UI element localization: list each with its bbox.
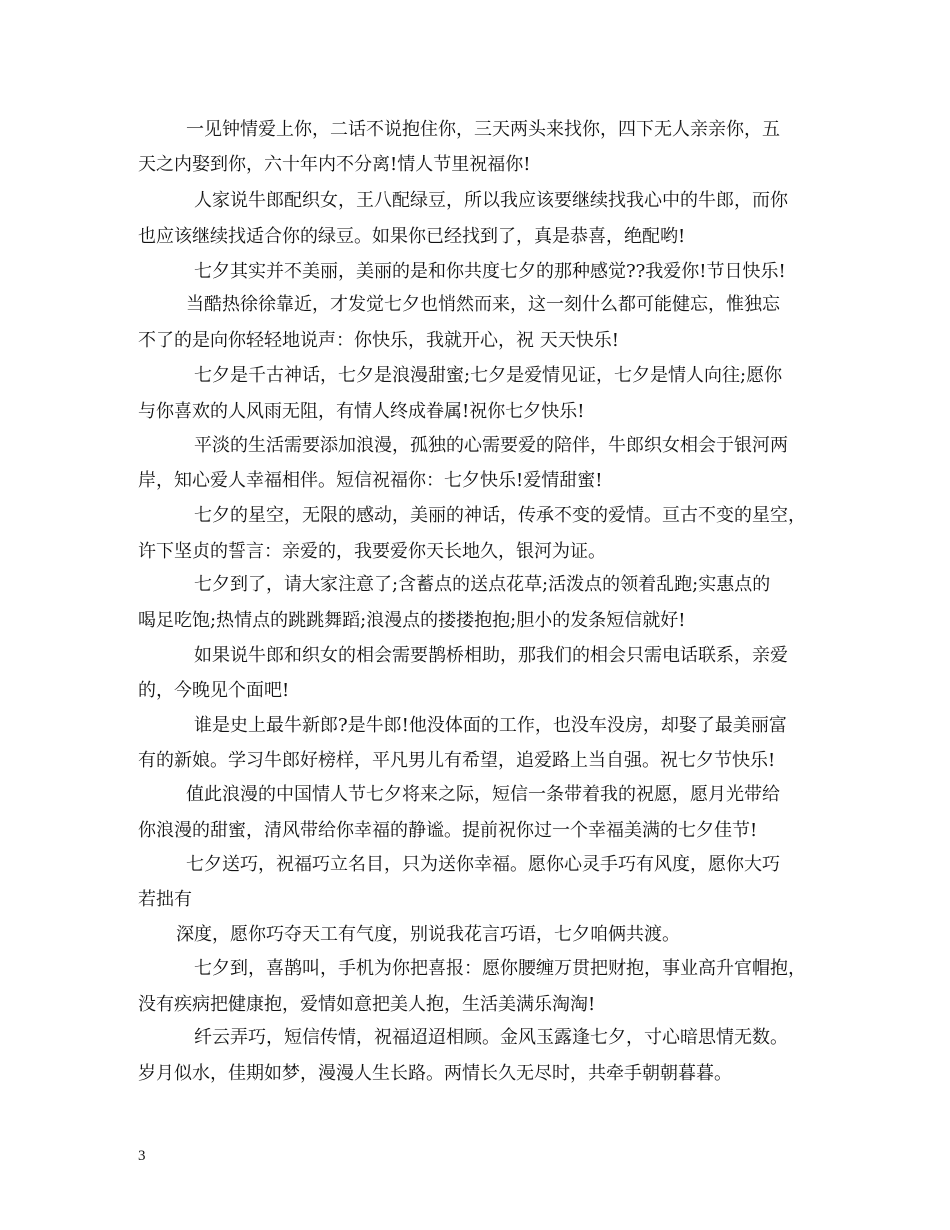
page-number: 3 [138, 1148, 146, 1164]
text-line: 喝足吃饱;热情点的跳跳舞蹈;浪漫点的搂搂抱抱;胆小的发条短信就好! [138, 610, 686, 631]
text-line: 七夕送巧，祝福巧立名目，只为送你幸福。愿你心灵手巧有风度，愿你大巧 [186, 854, 780, 875]
text-line: 七夕是千古神话，七夕是浪漫甜蜜;七夕是爱情见证，七夕是情人向往;愿你 [194, 365, 783, 386]
text-line: 七夕到，喜鹊叫，手机为你把喜报：愿你腰缠万贯把财抱，事业高升官帽抱， [194, 958, 806, 979]
text-line: 七夕其实并不美丽，美丽的是和你共度七夕的那种感觉??我爱你!节日快乐! [194, 261, 786, 282]
text-line: 七夕的星空，无限的感动，美丽的神话，传承不变的爱情。亘古不变的星空， [194, 505, 806, 526]
text-line: 人家说牛郎配织女，王八配绿豆，所以我应该要继续找我心中的牛郎，而你 [194, 190, 788, 211]
text-line: 七夕到了，请大家注意了;含蓄点的送点花草;活泼点的领着乱跑;实惠点的 [194, 574, 771, 595]
text-line: 许下坚贞的誓言：亲爱的，我要爱你天长地久，银河为证。 [138, 541, 606, 562]
text-line: 没有疾病把健康抱，爱情如意把美人抱，生活美满乐淘淘! [138, 994, 596, 1015]
text-line: 也应该继续找适合你的绿豆。如果你已经找到了，真是恭喜，绝配哟! [138, 226, 686, 247]
text-line: 值此浪漫的中国情人节七夕将来之际，短信一条带着我的祝愿，愿月光带给 [186, 784, 780, 805]
text-line: 有的新娘。学习牛郎好榜样，平凡男儿有希望，追爱路上当自强。祝七夕节快乐! [138, 750, 776, 771]
text-line: 纤云弄巧，短信传情，祝福迢迢相顾。金风玉露逢七夕，寸心暗思情无数。 [194, 1027, 788, 1048]
text-line: 天之内娶到你，六十年内不分离!情人节里祝福你! [138, 154, 531, 175]
text-line: 岁月似水，佳期如梦，漫漫人生长路。两情长久无尽时，共牵手朝朝暮暮。 [138, 1063, 732, 1084]
text-line: 谁是史上最牛新郎?是牛郎!他没体面的工作，也没车没房，却娶了最美丽富 [194, 715, 787, 736]
text-line: 深度，愿你巧夺天工有气度，别说我花言巧语，七夕咱俩共渡。 [176, 924, 680, 945]
text-line: 的，今晚见个面吧! [138, 680, 290, 701]
text-line: 如果说牛郎和织女的相会需要鹊桥相助，那我们的相会只需电话联系，亲爱 [194, 645, 788, 666]
text-line: 不了的是向你轻轻地说声：你快乐，我就开心，祝 天天快乐! [138, 330, 619, 351]
text-line: 岸，知心爱人幸福相伴。短信祝福你：七夕快乐!爱情甜蜜! [138, 470, 603, 491]
text-line: 当酷热徐徐靠近，才发觉七夕也悄然而来，这一刻什么都可能健忘，惟独忘 [186, 294, 780, 315]
text-line: 一见钟情爱上你，二话不说抱住你，三天两头来找你，四下无人亲亲你，五 [186, 119, 780, 140]
text-line: 你浪漫的甜蜜，清风带给你幸福的静谧。提前祝你过一个幸福美满的七夕佳节! [138, 820, 758, 841]
text-line: 与你喜欢的人风雨无阻，有情人终成眷属!祝你七夕快乐! [138, 401, 585, 422]
text-line: 若拙有 [138, 889, 192, 910]
text-line: 平淡的生活需要添加浪漫，孤独的心需要爱的陪伴，牛郎织女相会于银河两 [194, 435, 788, 456]
